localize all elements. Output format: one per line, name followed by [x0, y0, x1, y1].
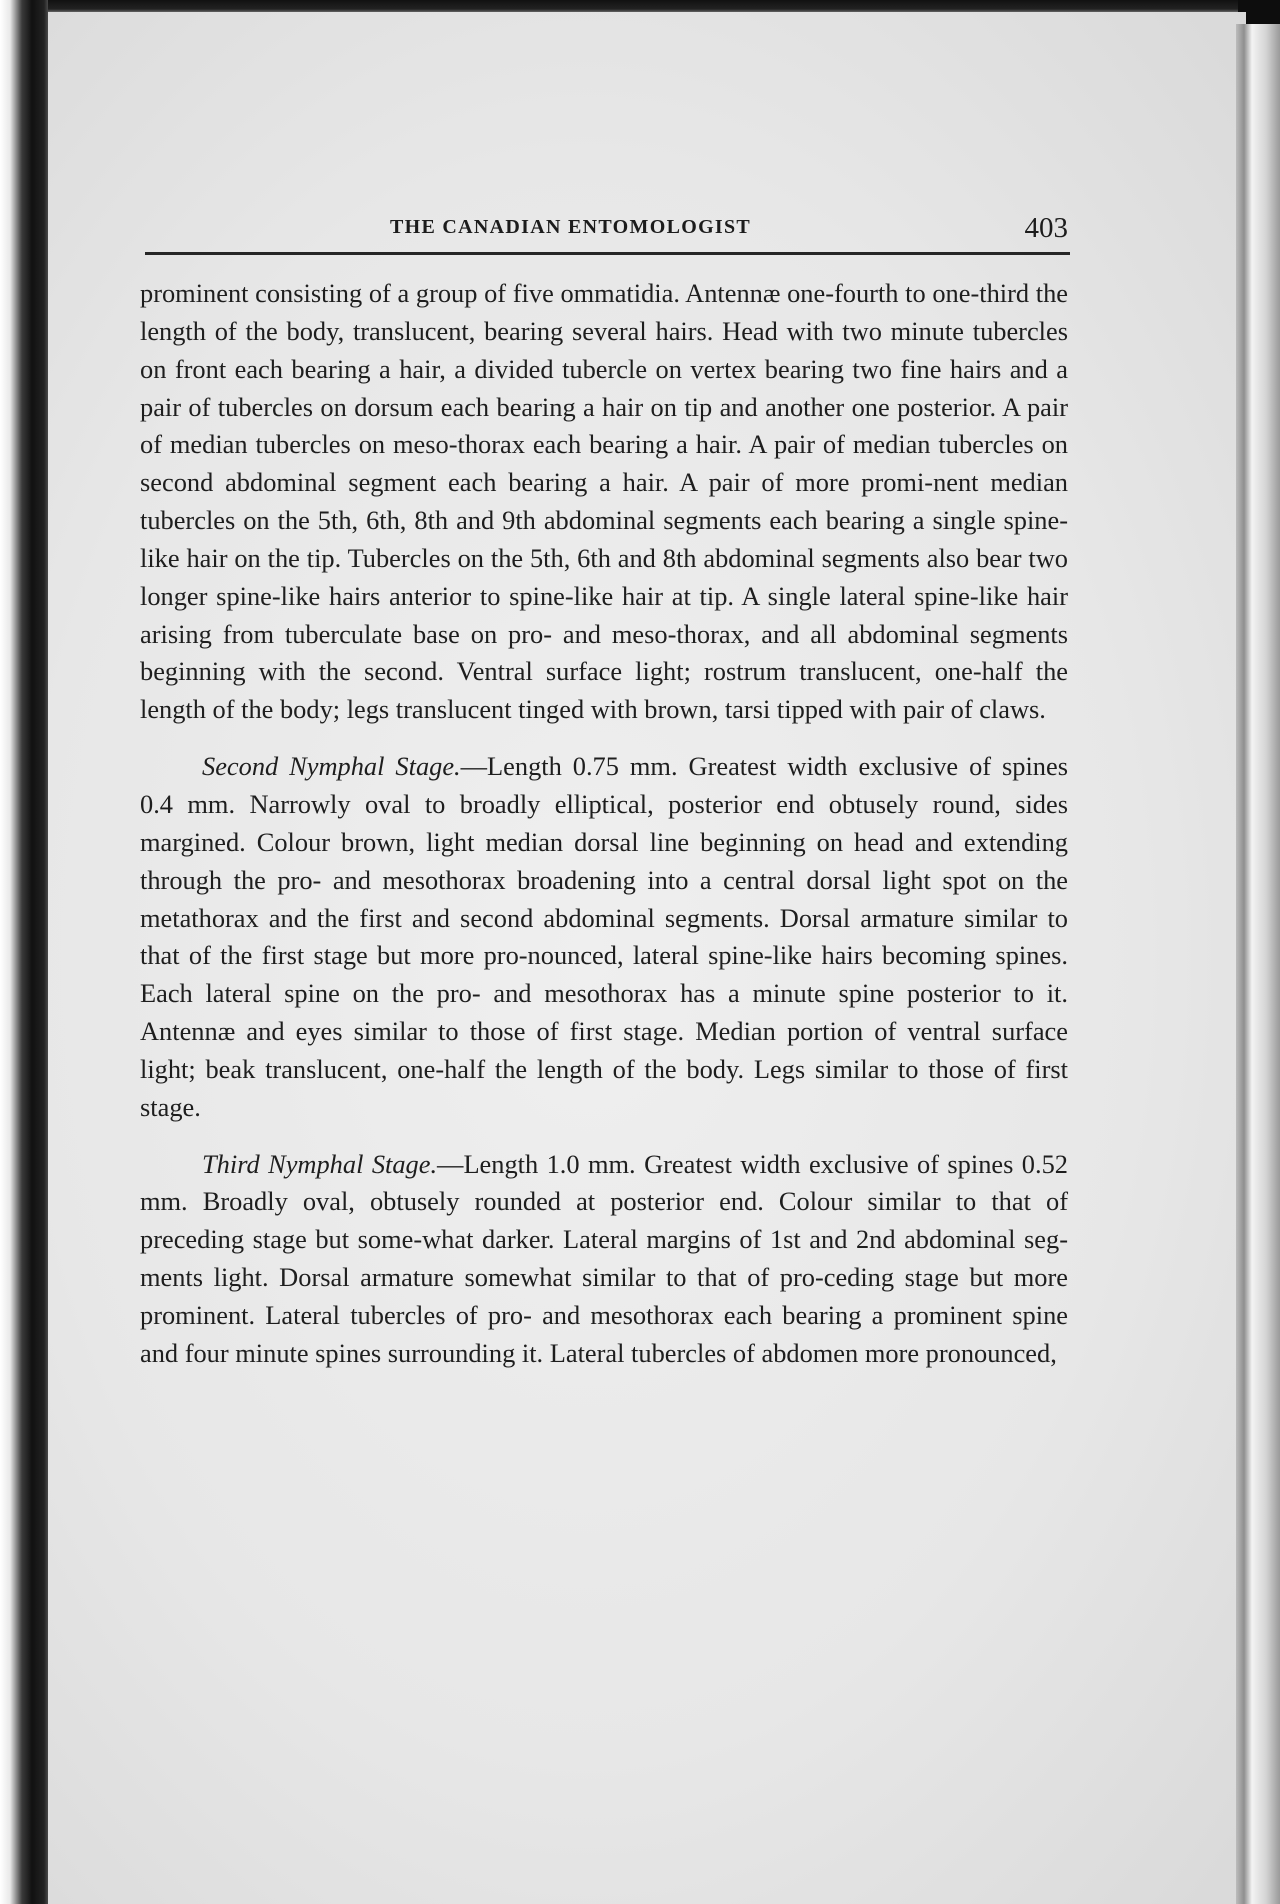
stage-heading-second: Second Nymphal Stage. [202, 751, 461, 782]
journal-title: THE CANADIAN ENTOMOLOGIST [390, 216, 752, 238]
stage-heading-third: Third Nymphal Stage. [202, 1148, 438, 1179]
stage-text-third: —Length 1.0 mm. Greatest width exclusive of spines 0.52 mm. Broadly oval, obtusely rounded at posterior end. Colour similar to that of preceding stage but some-what darker. Lateral margins of 1st and 2nd abdominal seg-ments light. Dorsal armature somewhat similar to that of pro-ceding stage but more prominent. Lateral tubercles of pro- and mesothorax each bearing a prominent spine and four minute spines surrounding it. Lateral tubercles of abdomen more pronounced, [140, 1148, 1068, 1368]
page-number: 403 [1024, 212, 1068, 244]
stage-text-second: —Length 0.75 mm. Greatest width exclusive of spines 0.4 mm. Narrowly oval to broadly elliptical, posterior end obtusely round, sides margined. Colour brown, light median dorsal line beginning on head and extending through the pro- and mesothorax broadening into a central dorsal light spot on the metathorax and the first and second abdominal segments. Dorsal armature similar to that of the first stage but more pro-nounced, lateral spine-like hairs becoming spines. Each lateral spine on the pro- and mesothorax has a minute spine posterior to it. Antennæ and eyes similar to those of first stage. Median portion of ventral surface light; beak translucent, one-half the length of the body. Legs similar to those of first stage. [140, 751, 1068, 1122]
scan-binding-edge [0, 0, 48, 1904]
paragraph-third-nymphal-stage [140, 1146, 1068, 1373]
paragraph-second-nymphal-stage [140, 748, 1068, 1126]
header-rule [145, 252, 1070, 255]
running-head [145, 212, 1070, 252]
paragraph-first-stage-continued: prominent consisting of a group of five ommatidia. Antennæ one-fourth to one-third the length of the body, translucent, bearing several hairs. Head with two minute tubercles on front each bearing a hair, a divided tubercle on vertex bearing two fine hairs and a pair of tubercles on dorsum each bearing a hair on tip and another one posterior. A pair of median tubercles on meso-thorax each bearing a hair. A pair of median tubercles on second abdominal segment each bearing a hair. A pair of more promi-nent median tubercles on the 5th, 6th, 8th and 9th abdominal segments each bearing a single spine-like hair on the tip. Tubercles on the 5th, 6th and 8th abdominal segments also bear two longer spine-like hairs anterior to spine-like hair at tip. A single lateral spine-like hair arising from tuberculate base on pro- and meso-thorax, and all abdominal segments beginning with the second. Ventral surface light; rostrum translucent, one-half the length of the body; legs translucent tinged with brown, tarsi tipped with pair of claws. [140, 278, 1068, 725]
body-text [140, 275, 1068, 1373]
page-fore-edge [1236, 24, 1280, 1904]
